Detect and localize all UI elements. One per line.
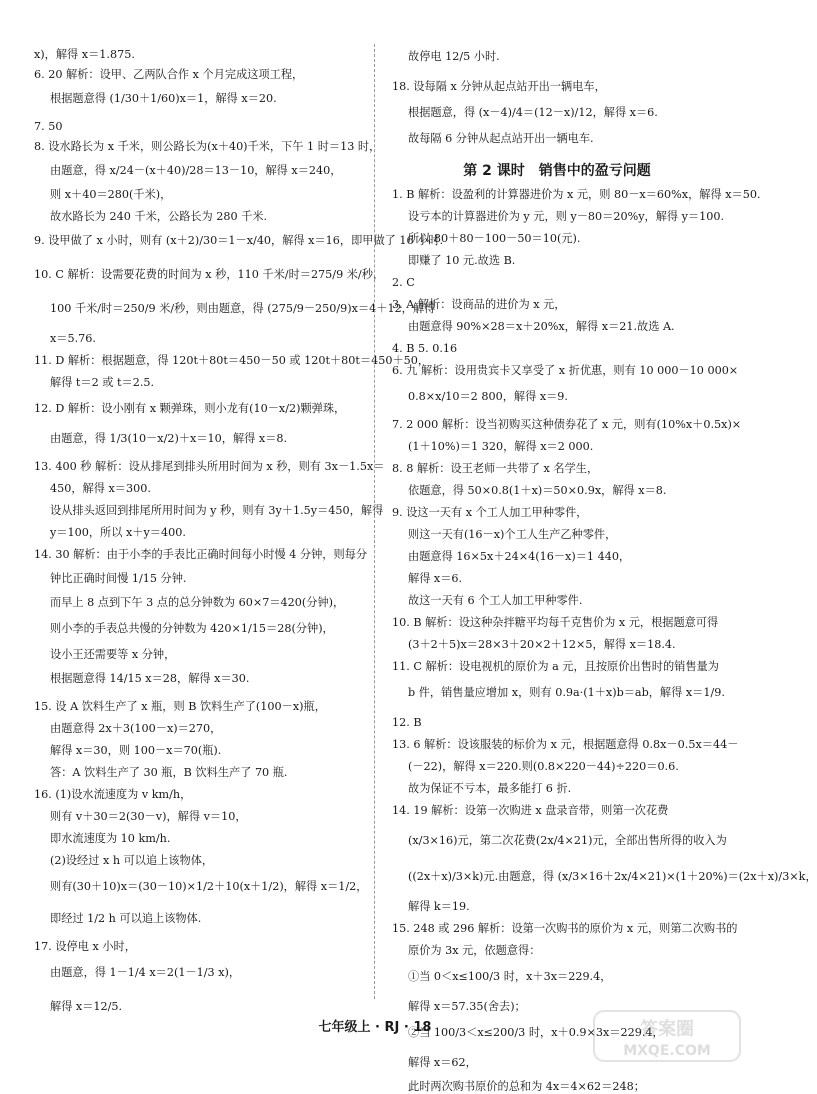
left-line: x＝5.76. <box>50 332 96 345</box>
right-line: ((2x＋x)/3×k)元.由题意，得 (x/3×16＋2x/4×21)×(1＋20%)＝(2x＋x)/3×k， <box>408 870 817 883</box>
svg-text:MXQE.COM: MXQE.COM <box>623 1043 711 1059</box>
right-line: 解得 x＝62， <box>408 1056 477 1069</box>
left-line: 16. (1)设水流速度为 v km/h， <box>34 788 192 801</box>
left-line: 则有(30＋10)x＝(30－10)×1/2＋10(x＋1/2)，解得 x＝1/2， <box>50 880 368 893</box>
right-line: (1＋10%)＝1 320，解得 x＝2 000. <box>408 440 594 453</box>
left-line: 由题意，得 1－1/4 x＝2(1－1/3 x)， <box>50 966 241 979</box>
left-line: 由题意，得 1/3(10－x/2)＋x＝10，解得 x＝8. <box>50 432 288 445</box>
right-line: ②当 100/3＜x≤200/3 时，x＋0.9×3x＝229.4， <box>408 1026 664 1039</box>
right-line: 由题意得 16×5x＋24×4(16－x)＝1 440， <box>408 550 631 563</box>
page-footer: 七年级上 · RJ · 18 <box>318 1020 432 1035</box>
right-line: 此时两次购书原价的总和为 4x＝4×62＝248； <box>408 1080 645 1093</box>
right-line: ①当 0＜x≤100/3 时，x＋3x＝229.4， <box>408 970 612 983</box>
left-line: 根据题意得 14/15 x＝28，解得 x＝30. <box>50 672 250 685</box>
right-line: 10. B 解析：设这种杂拌糖平均每千克售价为 x 元，根据题意可得 <box>392 616 719 629</box>
right-line: 3. A 解析：设商品的进价为 x 元， <box>392 298 566 311</box>
right-line: (－22)，解得 x＝220.则(0.8×220－44)÷220＝0.6. <box>408 760 679 773</box>
right-line: 解得 x＝6. <box>408 572 463 585</box>
right-line: 11. C 解析：设电视机的原价为 a 元，且按原价出售时的销售量为 <box>392 660 719 673</box>
right-line: 15. 248 或 296 解析：设第一次购书的原价为 x 元，则第二次购书的 <box>392 922 738 935</box>
right-line: 8. 8 解析：设王老师一共带了 x 名学生， <box>392 462 599 475</box>
left-line: 即水流速度为 10 km/h. <box>50 832 171 845</box>
left-line: 由题意得 2x＋3(100－x)＝270， <box>50 722 222 735</box>
column-divider <box>374 44 375 999</box>
right-line: 故这一天有 6 个工人加工甲种零件. <box>408 594 583 607</box>
left-line: 则小李的手表总共慢的分钟数为 420×1/15＝28(分钟)， <box>50 622 334 635</box>
left-line: 450，解得 x＝300. <box>50 482 151 495</box>
left-line: 100 千米/时＝250/9 米/秒，则由题意，得 (275/9－250/9)x＝4＋12，解得 <box>50 302 436 315</box>
left-line: x)，解得 x＝1.875. <box>34 48 135 61</box>
left-line: 11. D 解析：根据题意，得 120t＋80t＝450－50 或 120t＋80t＝450＋50， <box>34 354 430 367</box>
left-line: 设从排头返回到排尾所用时间为 y 秒，则有 3y＋1.5y＝450，解得 <box>50 504 384 517</box>
right-line: 即赚了 10 元.故选 B. <box>408 254 516 267</box>
right-line: 所以 80＋80－100－50＝10(元). <box>408 232 581 245</box>
left-line: 解得 t＝2 或 t＝2.5. <box>50 376 155 389</box>
left-line: 而早上 8 点到下午 3 点的总分钟数为 60×7＝420(分钟)， <box>50 596 345 609</box>
right-line: 14. 19 解析：设第一次购进 x 盘录音带，则第一次花费 <box>392 804 669 817</box>
right-line: 6. 九 解析：设用贵宾卡又享受了 x 折优惠，则有 10 000－10 000× <box>392 364 739 377</box>
right-line: 12. B <box>392 716 422 729</box>
right-line: 0.8×x/10＝2 800，解得 x＝9. <box>408 390 568 403</box>
right-line: 故停电 12/5 小时. <box>408 50 500 63</box>
right-line: 9. 设这一天有 x 个工人加工甲种零件， <box>392 506 588 519</box>
left-line: 15. 设 A 饮料生产了 x 瓶，则 B 饮料生产了(100－x)瓶， <box>34 700 326 713</box>
right-line: b 件，销售量应增加 x，则有 0.9a·(1＋x)b＝ab，解得 x＝1/9. <box>408 686 725 699</box>
left-line: 10. C 解析：设需要花费的时间为 x 秒，110 千米/时＝275/9 米/秒， <box>34 268 385 281</box>
right-line: 故为保证不亏本，最多能打 6 折. <box>408 782 572 795</box>
right-line: 1. B 解析：设盈利的计算器进价为 x 元，则 80－x＝60%x，解得 x＝50. <box>392 188 761 201</box>
right-line: 则这一天有(16－x)个工人生产乙种零件， <box>408 528 617 541</box>
watermark-logo <box>592 1007 742 1065</box>
left-line: 则 x＋40＝280(千米)， <box>50 188 172 201</box>
left-line: y＝100，所以 x＋y＝400. <box>50 526 186 539</box>
right-line: (3＋2＋5)x＝28×3＋20×2＋12×5，解得 x＝18.4. <box>408 638 676 651</box>
left-line: (2)设经过 x h 可以追上该物体， <box>50 854 214 867</box>
right-line: 原价为 3x 元，依题意得： <box>408 944 541 957</box>
right-line: 依题意，得 50×0.8(1＋x)＝50×0.9x，解得 x＝8. <box>408 484 667 497</box>
left-line: 则有 v＋30＝2(30－v)，解得 v＝10， <box>50 810 247 823</box>
left-line: 答：A 饮料生产了 30 瓶，B 饮料生产了 70 瓶. <box>50 766 288 779</box>
left-line: 7. 50 <box>34 120 63 133</box>
left-line: 设小王还需要等 x 分钟， <box>50 648 176 661</box>
right-line: (x/3×16)元，第二次花费(2x/4×21)元，全部出售所得的收入为 <box>408 834 727 847</box>
right-line: 解得 x＝57.35(舍去)； <box>408 1000 526 1013</box>
right-line: 13. 6 解析：设该服装的标价为 x 元，根据题意得 0.8x－0.5x＝44－ <box>392 738 739 751</box>
left-line: 解得 x＝30，则 100－x＝70(瓶). <box>50 744 222 757</box>
right-line: 4. B 5. 0.16 <box>392 342 458 355</box>
left-line: 8. 设水路长为 x 千米，则公路长为(x＋40)千米，下午 1 时＝13 时， <box>34 140 381 153</box>
section-title: 第 2 课时 销售中的盈亏问题 <box>463 163 651 179</box>
left-line: 即经过 1/2 h 可以追上该物体. <box>50 912 202 925</box>
left-line: 14. 30 解析：由于小李的手表比正确时间每小时慢 4 分钟，则每分 <box>34 548 368 561</box>
right-line: 解得 k＝19. <box>408 900 470 913</box>
right-line: 7. 2 000 解析：设当初购买这种债券花了 x 元，则有(10%x＋0.5x)× <box>392 418 742 431</box>
left-line: 故水路长为 240 千米，公路长为 280 千米. <box>50 210 268 223</box>
left-line: 由题意，得 x/24－(x＋40)/28＝13－10，解得 x＝240， <box>50 164 342 177</box>
right-line: 由题意得 90%×28＝x＋20%x，解得 x＝21.故选 A. <box>408 320 675 333</box>
right-line: 设亏本的计算器进价为 y 元，则 y－80＝20%y，解得 y＝100. <box>408 210 725 223</box>
left-line: 17. 设停电 x 小时， <box>34 940 136 953</box>
right-line: 根据题意，得 (x－4)/4＝(12－x)/12，解得 x＝6. <box>408 106 658 119</box>
left-line: 12. D 解析：设小刚有 x 颗弹珠，则小龙有(10－x/2)颗弹珠， <box>34 402 346 415</box>
left-line: 13. 400 秒 解析：设从排尾到排头所用时间为 x 秒，则有 3x－1.5x＝ <box>34 460 385 473</box>
svg-text:答案圈: 答案圈 <box>640 1019 694 1040</box>
right-line: 故每隔 6 分钟从起点站开出一辆电车. <box>408 132 594 145</box>
left-line: 9. 设甲做了 x 小时，则有 (x＋2)/30＝1－x/40，解得 x＝16，即甲做了 16 小时. <box>34 234 444 247</box>
left-line: 根据题意得 (1/30＋1/60)x＝1，解得 x＝20. <box>50 92 277 105</box>
left-line: 解得 x＝12/5. <box>50 1000 123 1013</box>
left-line: 钟比正确时间慢 1/15 分钟. <box>50 572 187 585</box>
right-line: 18. 设每隔 x 分钟从起点站开出一辆电车， <box>392 80 606 93</box>
left-line: 6. 20 解析：设甲、乙两队合作 x 个月完成这项工程， <box>34 68 304 81</box>
right-line: 2. C <box>392 276 415 289</box>
